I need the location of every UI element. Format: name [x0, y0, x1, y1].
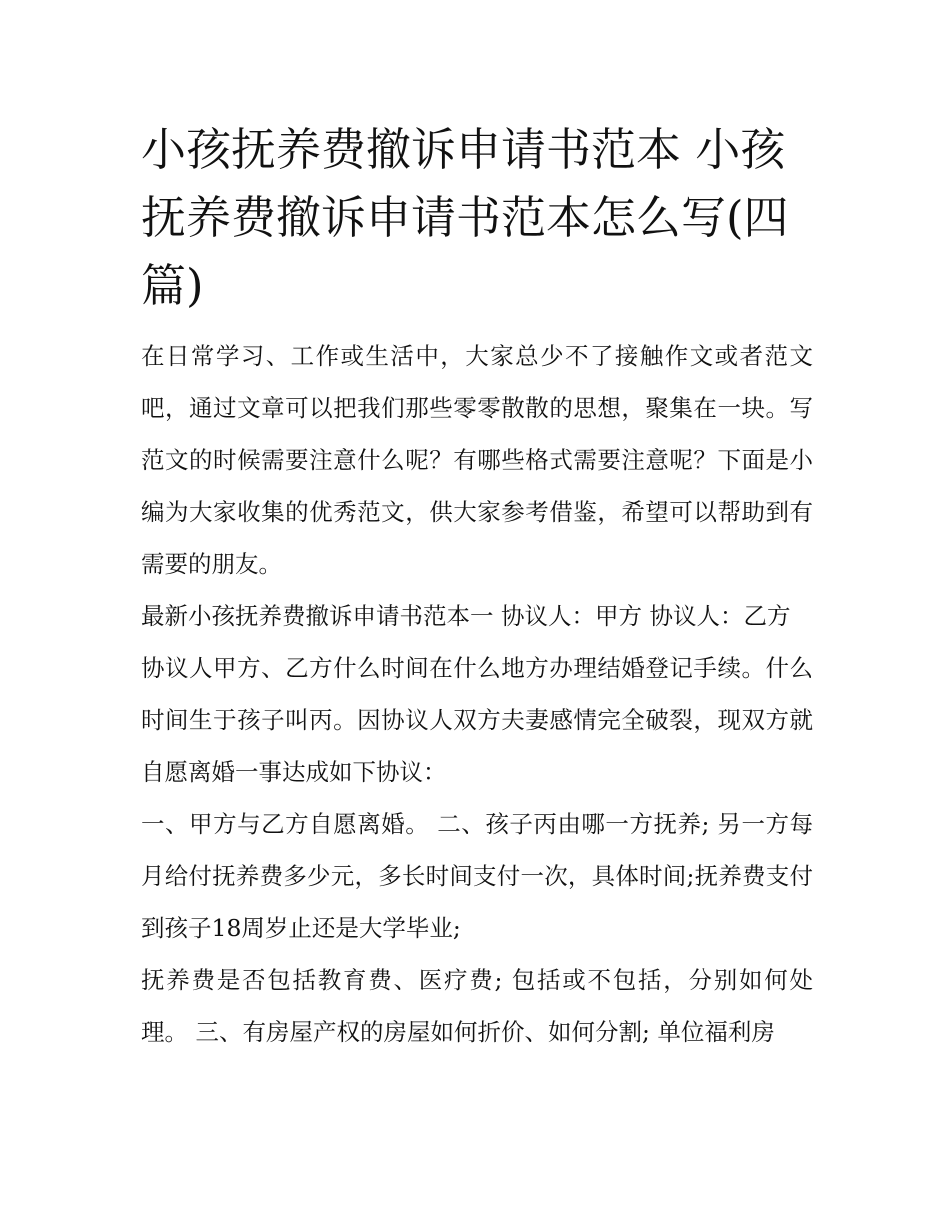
parties-paragraph: 最新小孩抚养费撤诉申请书范本一 协议人：甲方 协议人：乙方 — [141, 602, 791, 630]
marriage-paragraph: 协议人甲方、乙方什么时间在什么地方办理结婚登记手续。什么时间生于孩子叫丙。因协议人双方夫妻感情完全破裂，现双方就自愿离婚一事达成如下协议： — [141, 654, 813, 786]
document-title: 小孩抚养费撤诉申请书范本 小孩抚养费撤诉申请书范本怎么写(四篇) — [141, 123, 789, 312]
custody-paragraph: 一、甲方与乙方自愿离婚。 二、孩子丙由哪一方抚养; 另一方每月给付抚养费多少元，多长时间支付一次，具体时间;抚养费支付到孩子18周岁止还是大学毕业; — [141, 810, 813, 942]
intro-paragraph: 在日常学习、工作或生活中，大家总少不了接触作文或者范文吧，通过文章可以把我们那些零零散散的思想，聚集在一块。写范文的时候需要注意什么呢？有哪些格式需要注意呢？下面是小编为大家收集的优秀范文，供大家参考借鉴，希望可以帮助到有需要的朋友。 — [141, 342, 813, 578]
document-body — [141, 116, 813, 1058]
paragraph-list — [141, 330, 813, 1058]
expenses-paragraph: 抚养费是否包括教育费、医疗费; 包括或不包括，分别如何处理。 三、有房屋产权的房屋如何折价、如何分割; 单位福利房 — [141, 966, 813, 1046]
